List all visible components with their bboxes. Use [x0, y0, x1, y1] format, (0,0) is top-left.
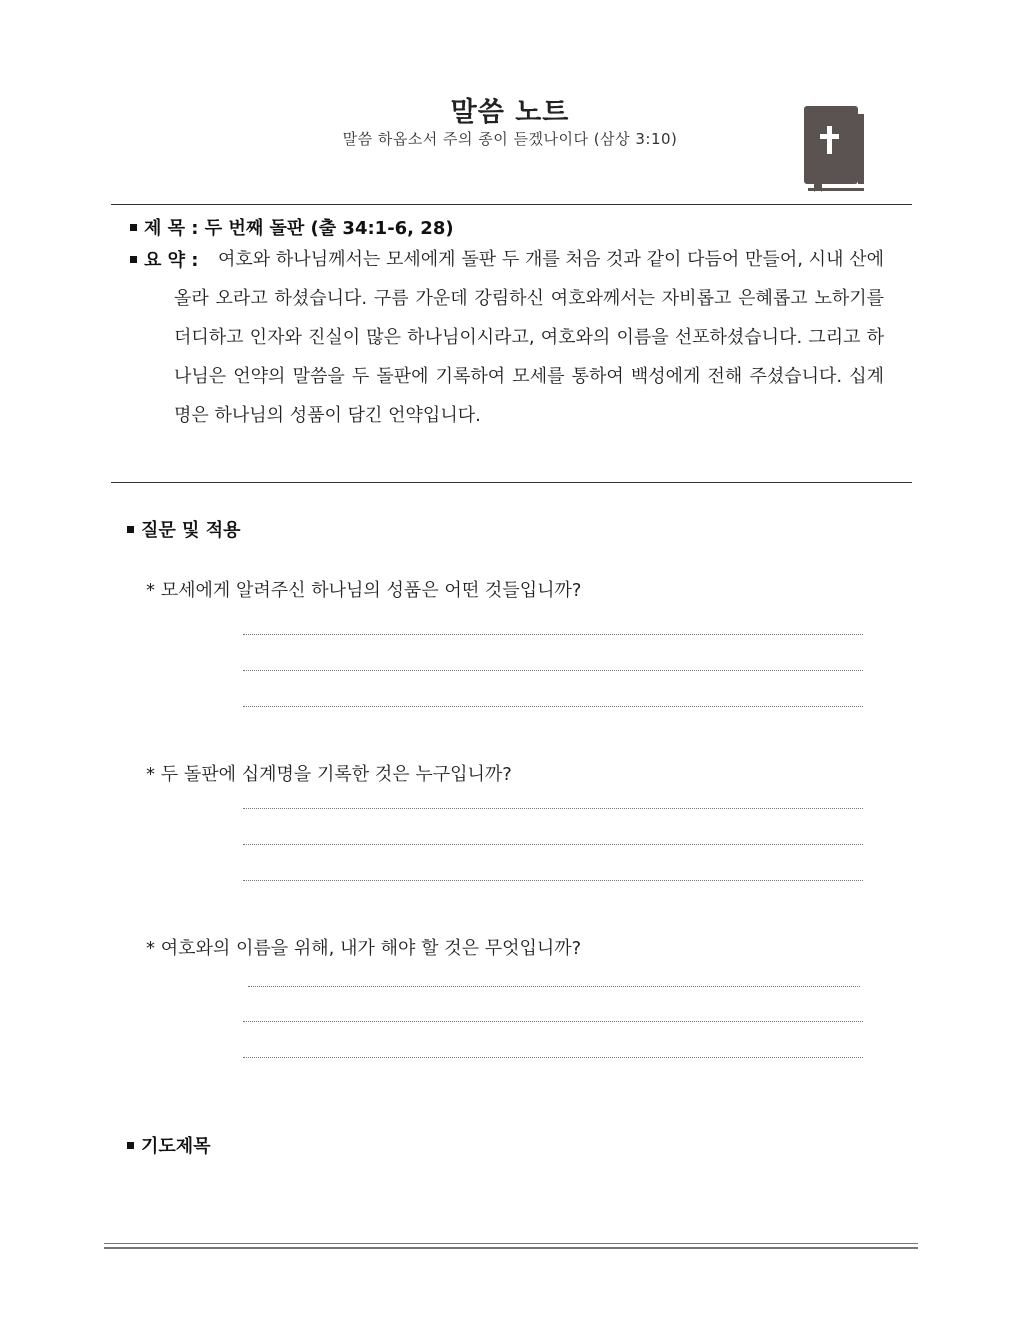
answer-line[interactable] [243, 670, 863, 671]
question-2: * 두 돌판에 십계명을 기록한 것은 누구입니까? [146, 764, 512, 785]
bullet-icon [130, 224, 137, 231]
page-title: 말씀 노트 [450, 97, 570, 128]
answer-line[interactable] [243, 880, 863, 881]
question-1: * 모세에게 알려주신 하나님의 성품은 어떤 것들입니까? [146, 580, 582, 601]
footer-divider [104, 1243, 918, 1249]
answer-line[interactable] [243, 1057, 863, 1058]
summary-text: 여호와 하나님께서는 모세에게 돌판 두 개를 처음 것과 같이 다듬어 만들어, 시내 산에 올라 오라고 하셨습니다. 구름 가운데 강림하신 여호와께서는 자비롭고 은혜롭고 노하기를 더디하고 인자와 진실이 많은 하나님이시라고, 여호와의 이름을 선포하셨습니다. 그리고 하나님은 언약의 말씀을 두 돌판에 기록하여 모세를 통하여 백성에게 전해 주셨습니다. 십계명은 하나님의 성품이 담긴 언약입니다. [174, 249, 884, 426]
lesson-title [130, 214, 454, 240]
bullet-icon [127, 526, 134, 533]
qa-section-heading [127, 516, 240, 542]
qa-section-title: 질문 및 적용 [141, 520, 241, 541]
answer-line[interactable] [243, 634, 863, 635]
question-3: * 여호와의 이름을 위해, 내가 해야 할 것은 무엇입니까? [146, 938, 582, 959]
bullet-icon [127, 1142, 134, 1149]
answer-line[interactable] [243, 706, 863, 707]
bullet-icon [130, 256, 137, 263]
answer-line[interactable] [243, 808, 863, 809]
summary-label: 요 약 : [144, 250, 199, 271]
summary-divider [111, 482, 912, 483]
page-subtitle: 말씀 하옵소서 주의 종이 듣겠나이다 (삼상 3:10) [342, 130, 678, 148]
lesson-title-label: 제 목 : [144, 218, 199, 239]
bible-cross-icon [802, 104, 866, 192]
prayer-section-heading [127, 1132, 211, 1158]
answer-line[interactable] [243, 844, 863, 845]
lesson-title-value: 두 번째 돌판 (출 34:1-6, 28) [204, 218, 454, 239]
header-divider [111, 204, 912, 205]
answer-line[interactable] [248, 986, 860, 987]
prayer-section-title: 기도제목 [141, 1136, 211, 1157]
answer-line[interactable] [243, 1021, 863, 1022]
